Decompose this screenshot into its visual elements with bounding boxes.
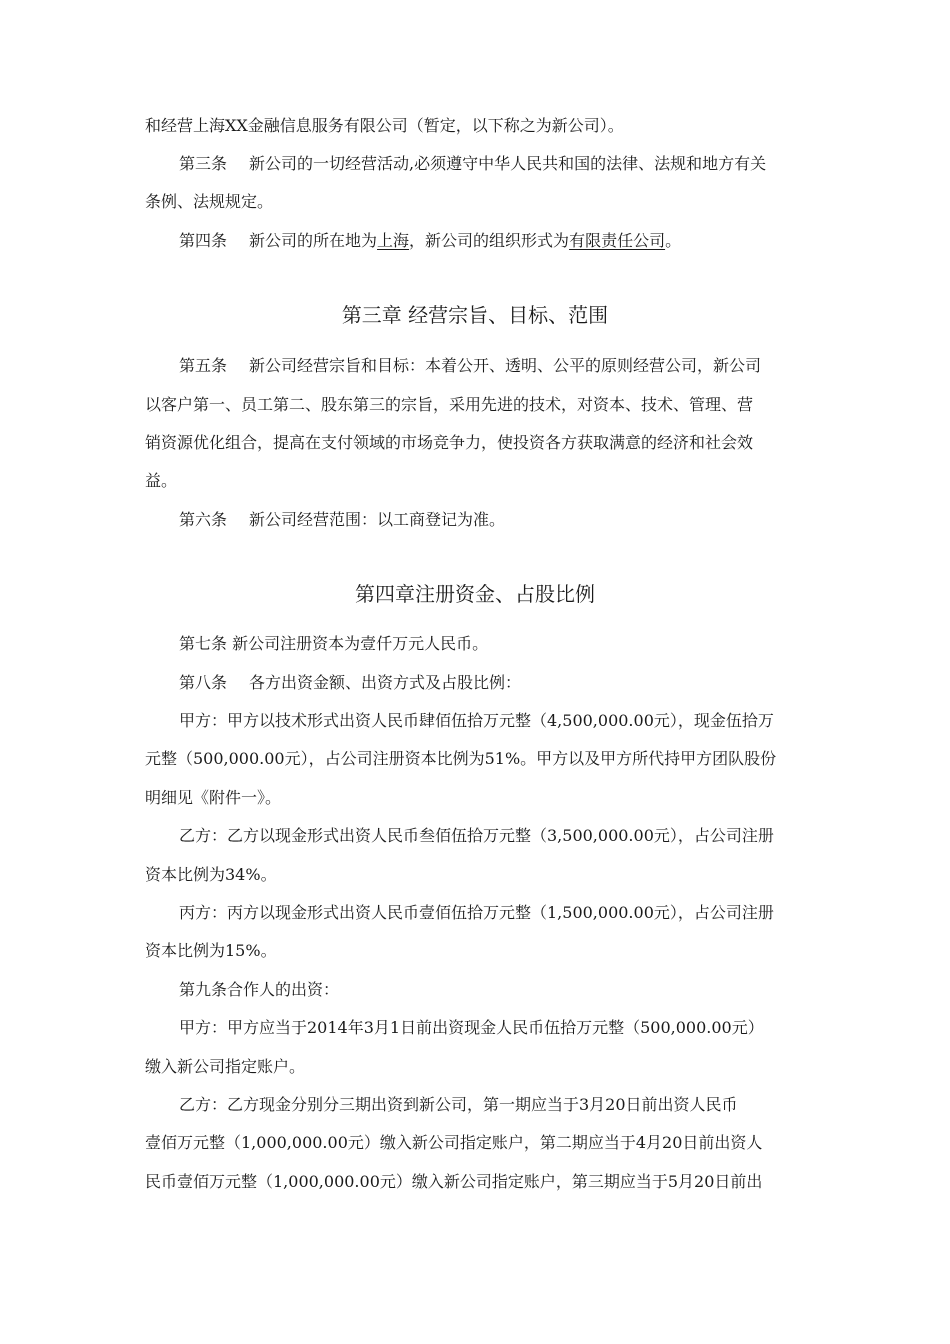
text-line: 益。 bbox=[145, 471, 178, 490]
article-7-line: 第七条 新公司注册资本为壹仟万元人民币。 bbox=[179, 634, 489, 653]
article-4-line bbox=[179, 230, 681, 252]
article-5-line bbox=[179, 355, 761, 377]
article-text: 各方出资金额、出资方式及占股比例： bbox=[249, 673, 522, 692]
article-text: 。 bbox=[665, 231, 682, 250]
text-line: 以客户第一、员工第二、股东第三的宗旨，采用先进的技术，对资本、技术、管理、营 bbox=[145, 395, 754, 414]
article-text: 新公司的一切经营活动,必须遵守中华人民共和国的法律、法规和地方有关 bbox=[249, 154, 767, 173]
text-line: 明细见《附件一》。 bbox=[145, 788, 282, 807]
party-b-contribution-line: 乙方：乙方现金分别分三期出资到新公司，第一期应当于3月20日前出资人民币 bbox=[179, 1095, 738, 1114]
text-line: 销资源优化组合，提高在支付领域的市场竞争力，使投资各方获取满意的经济和社会效 bbox=[145, 433, 754, 452]
article-9-line: 第九条合作人的出资： bbox=[179, 980, 340, 999]
party-a-contribution-line: 甲方：甲方应当于2014年3月1日前出资现金人民币伍拾万元整（500,000.00元） bbox=[179, 1018, 764, 1037]
article-6-line bbox=[179, 509, 505, 531]
article-label: 第四条 bbox=[179, 231, 228, 250]
underlined-location: 上海 bbox=[377, 231, 410, 250]
article-label: 第八条 bbox=[179, 673, 228, 692]
text-line: 资本比例为15%。 bbox=[145, 941, 277, 960]
chapter-3-heading: 第三章 经营宗旨、目标、范围 bbox=[341, 303, 609, 327]
article-text: ，新公司的组织形式为 bbox=[409, 231, 570, 250]
party-a-line: 甲方：甲方以技术形式出资人民币肆佰伍拾万元整（4,500,000.00元），现金伍拾万 bbox=[179, 711, 774, 730]
text-line: 民币壹佰万元整（1,000,000.00元）缴入新公司指定账户，第三期应当于5月20日前出 bbox=[145, 1172, 763, 1191]
text-line: 壹佰万元整（1,000,000.00元）缴入新公司指定账户，第二期应当于4月20日前出资人 bbox=[145, 1133, 763, 1152]
article-text: 新公司经营宗旨和目标：本着公开、透明、公平的原则经营公司，新公司 bbox=[249, 356, 762, 375]
text-line: 资本比例为34%。 bbox=[145, 865, 277, 884]
party-b-line: 乙方：乙方以现金形式出资人民币叁佰伍拾万元整（3,500,000.00元），占公司注册 bbox=[179, 826, 774, 845]
text-line: 缴入新公司指定账户。 bbox=[145, 1057, 306, 1076]
underlined-company-form: 有限责任公司 bbox=[569, 231, 666, 250]
article-label: 第六条 bbox=[179, 510, 228, 529]
text-line: 和经营上海XX金融信息服务有限公司（暂定，以下称之为新公司）。 bbox=[145, 116, 624, 135]
text-line: 元整（500,000.00元），占公司注册资本比例为51%。甲方以及甲方所代持甲方团队股份 bbox=[145, 749, 777, 768]
article-label: 第五条 bbox=[179, 356, 228, 375]
chapter-4-heading: 第四章注册资金、占股比例 bbox=[355, 582, 595, 606]
text-line: 条例、法规规定。 bbox=[145, 192, 274, 211]
article-text: 新公司的所在地为 bbox=[249, 231, 378, 250]
article-3-line bbox=[179, 153, 766, 175]
article-8-line bbox=[179, 672, 521, 694]
party-c-line: 丙方：丙方以现金形式出资人民币壹佰伍拾万元整（1,500,000.00元），占公司注册 bbox=[179, 903, 774, 922]
article-text: 新公司经营范围：以工商登记为准。 bbox=[249, 510, 506, 529]
article-label: 第三条 bbox=[179, 154, 228, 173]
